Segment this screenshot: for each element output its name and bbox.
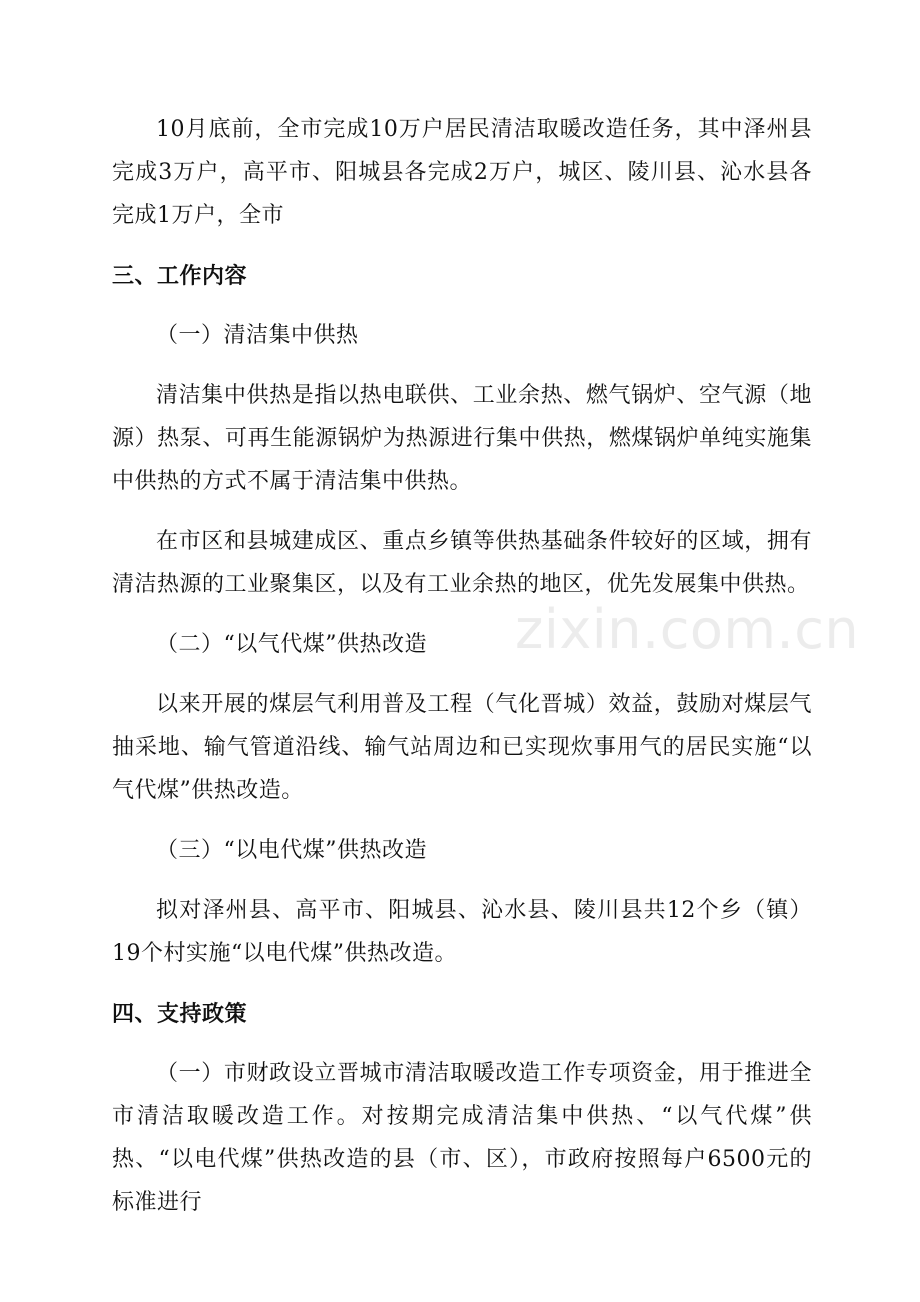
paragraph-clean-central-heating-definition: 清洁集中供热是指以热电联供、工业余热、燃气锅炉、空气源（地源）热泵、可再生能源锅炉为热源进行集中供热，燃煤锅炉单纯实施集中供热的方式不属于清洁集中供热。 [112,383,812,494]
subheading-clean-central-heating: （一）清洁集中供热 [156,323,359,348]
section-heading-work-content: 三、工作内容 [112,263,248,289]
paragraph-electricity-for-coal: 拟对泽州县、高平市、阳城县、沁水县、陵川县共12个乡（镇）19个村实施“以电代煤”供热改造。 [112,898,812,966]
subheading-electricity-for-coal: （三）“以电代煤”供热改造 [156,838,427,863]
paragraph-gas-for-coal: 以来开展的煤层气利用普及工程（气化晋城）效益，鼓励对煤层气抽采地、输气管道沿线、输气站周边和已实现炊事用气的居民实施“以气代煤”供热改造。 [112,692,812,803]
section-heading-support-policy: 四、支持政策 [112,1001,248,1027]
document-body [112,108,812,1224]
subheading-gas-for-coal: （二）“以气代煤”供热改造 [156,632,427,657]
paragraph-targets: 10月底前，全市完成10万户居民清洁取暖改造任务，其中泽州县完成3万户，高平市、阳城县各完成2万户，城区、陵川县、沁水县各完成1万户，全市 [112,117,812,228]
paragraph-finance-support: （一）市财政设立晋城市清洁取暖改造工作专项资金，用于推进全市清洁取暖改造工作。对按期完成清洁集中供热、“以气代煤”供热、“以电代煤”供热改造的县（市、区），市政府按照每户6500元的标准进行 [112,1061,812,1215]
paragraph-priority-areas: 在市区和县城建成区、重点乡镇等供热基础条件较好的区域，拥有清洁热源的工业聚集区，以及有工业余热的地区，优先发展集中供热。 [112,529,812,597]
watermark-logo: zixin.com.cn [515,598,860,661]
